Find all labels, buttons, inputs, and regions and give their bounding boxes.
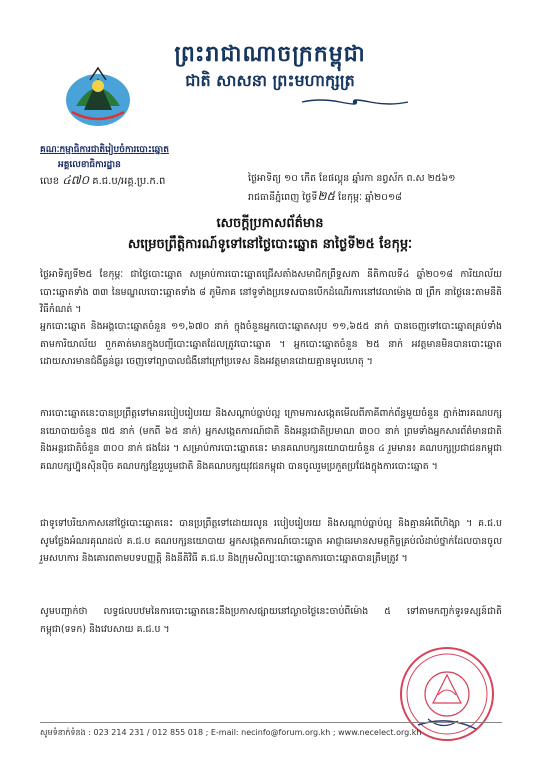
ornament-divider [300,98,410,106]
paragraph: សូមបញ្ជាក់ថា លទ្ធផលបឋមនៃការបោះឆ្នោតនេះនឹងប្រកាសផ្សាយនៅល្ងាចថ្ងៃនេះចាប់ពីម៉ោង ៥ ទៅតាមកញ្ចក់ទូរទស្សន៍ជាតិកម្ពុជា(ទទក) និងវេបសាយ គ.ជ.ប ។ [40,606,502,635]
paragraph: ជាទូទៅបរិយាកាសនៅថ្ងៃបោះឆ្នោតនេះ បានប្រព្រឹត្តទៅដោយរលូន របៀបរៀបរយ និងសណ្តាប់ធ្នាប់ល្អ និងគ្មានអំពើហិង្សា ។ គ.ជ.ប សូមថ្លែងអំណរគុណដល់ គ.ជ.ប គណបក្សនយោបាយ អ្នកសង្កេតការណ៍បោះឆ្នោត អាជ្ញាធរមានសមត្ថកិច្ចគ្រប់លំដាប់ថ្នាក់ដែលបានចូលរួមសហការ និងគោរពតាមបទបញ្ញត្តិ និងនីតិវិធី គ.ជ.ប និងក្រុមសិល្បៈបោះឆ្នោតការបោះឆ្នោតបានត្រឹមត្រូវ ។ [40,518,502,564]
date-day: ២៥ [317,189,335,203]
paragraph: អ្នកបោះឆ្នោត និងអង្គបោះឆ្នោតចំនួន ១១,៦៧០ នាក់ ក្នុងចំនួនអ្នកបោះឆ្នោតសរុប ១១,៦៥៥ នាក់ បានចេញទៅបោះឆ្នោតគ្រប់ទាំងតាមការិយាល័យ ពួកគាត់មានក្នុងបញ្ជីបោះឆ្នោតដែលត្រូវបោះឆ្នោត ។ អ្នកបោះឆ្នោតចំនួន ២៥ នាក់ អវត្តមានមិនបានបោះឆ្នោតដោយសារមានជំងឺធ្ងន់ធ្ងរ ចេញទៅព្យាបាលជំងឺនៅក្រៅប្រទេស និងអវត្តមានដោយគ្មានមូលហេតុ ។ [40,321,502,367]
footer-divider [40,722,502,723]
org-department: អគ្គលេខាធិការដ្ឋាន [58,160,121,170]
kingdom-title: ព្រះរាជាណាចក្រកម្ពុជា [174,42,366,67]
kingdom-motto: ជាតិ សាសនា ព្រះមហាក្សត្រ [185,71,355,90]
footer-contact: សូមទំនាក់ទំនង : 023 214 231 / 012 855 018 ; E-mail: necinfo@forum.org.kh ; www.necelect.org.kh [40,728,422,737]
paragraph: ការបោះឆ្នោតនេះបានប្រព្រឹត្តទៅមានរបៀបរៀបរយ និងសណ្តាប់ធ្នាប់ល្អ ក្រោមការសង្កេតមើលពីភាគីពាក់ព័ន្ធមួយចំនួន ភ្នាក់ងារគណបក្សនយោបាយចំនួន ៧៥ នាក់ (មកពី ៦៥ នាក់) អ្នកសង្កេតការណ៍ជាតិ និងអន្តរជាតិប្រមាណ ៣០០ នាក់ ព្រមទាំងអ្នកសារព័ត៌មានជាតិ និងអន្តរជាតិចំនួន ៣០០ នាក់ ផងដែរ ។ សម្រាប់ការបោះឆ្នោតនេះ មានគណបក្សនយោបាយចំនួន ៤ រួមមាន៖ គណបក្សប្រជាជនកម្ពុជា គណបក្សហ្វ៊ុនស៊ិនប៉ិច គណបក្សខ្មែររួបរួមជាតិ និងគណបក្សយុវជនកម្ពុជា បានចូលរួមប្រកួតប្រជែងក្នុងការបោះឆ្នោត ។ [40,408,502,472]
ref-suffix: គ.ជ.ប/អគ្គ.ប្រ.ក.ព [92,176,166,187]
org-name: គណៈកម្មាធិការជាតិរៀបចំការបោះឆ្នោត [40,145,169,155]
ref-prefix: លេខ [40,176,60,187]
announcement-title: សេចក្តីប្រកាសព័ត៌មាន [216,216,324,231]
date-line-1: ថ្ងៃអាទិត្យ ១០ កើត ខែផល្គុន ឆ្នាំរកា នព្វស័ក ព.ស ២៥៦១ [248,173,456,184]
paragraph: ថ្ងៃអាទិត្យទី២៥ ខែកុម្ភៈ ជាថ្ងៃបោះឆ្នោត សម្រាប់ការបោះឆ្នោតជ្រើសតាំងសមាជិកព្រឹទ្ធសភា នីតិកាលទី៤ ឆ្នាំ២០១៨ ការិយាល័យបោះឆ្នោតទាំង ៣៣ នៃមណ្ឌលបោះឆ្នោតទាំង ៨ ភូមិភាគ នៅទូទាំងប្រទេសបានបើកដំណើរការនៅវេលាម៉ោង ៧ ព្រឹក នាថ្ងៃនេះតាមនីតិវិធីកំណត់ ។ [40,269,502,315]
date-prefix: រាជធានីភ្នំពេញ ថ្ងៃទី [248,192,318,203]
date-line-2 [248,188,492,206]
organization-block [40,143,260,173]
reference-number [40,172,165,190]
nec-logo-icon [62,60,134,132]
ref-number: ៤៧០ [62,173,90,187]
date-suffix: ខែកុម្ភៈ ឆ្នាំ២០១៨ [337,192,402,203]
announcement-subtitle: សម្រេចព្រឹត្តិការណ៍ទូទៅនៅថ្ងៃបោះឆ្នោត នាថ្ងៃទី២៥ ខែកុម្ភៈ [127,237,413,252]
